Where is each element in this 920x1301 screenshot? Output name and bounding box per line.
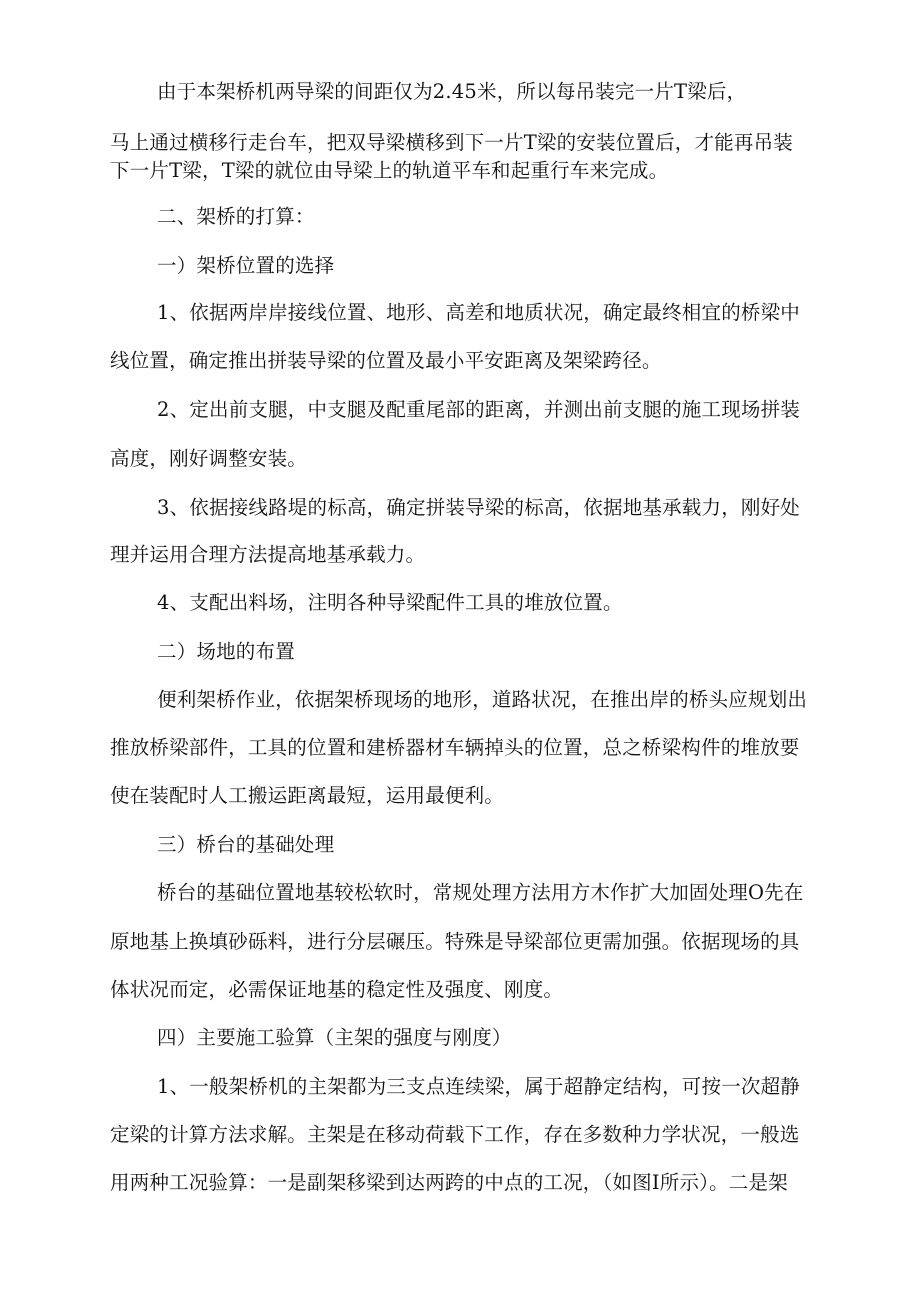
text-line: 用两种工况验算：一是副架移梁到达两跨的中点的工况，（如图I所示）。二是架 bbox=[110, 1171, 788, 1194]
subsection-heading: 三）桥台的基础处理 bbox=[157, 833, 335, 856]
text-line: 桥台的基础位置地基较松软时，常规处理方法用方木作扩大加固处理O先在 bbox=[157, 881, 804, 904]
text-line: 定梁的计算方法求解。主架是在移动荷载下工作，存在多数种力学状况，一般选 bbox=[110, 1123, 800, 1146]
text-line: 原地基上换填砂砾料，进行分层碾压。特殊是导梁部位更需加强。依据现场的具 bbox=[110, 930, 800, 953]
section-heading: 二、架桥的打算： bbox=[157, 205, 315, 228]
subsection-heading: 四）主要施工验算（主架的强度与刚度） bbox=[157, 1026, 512, 1049]
text-line: 下一片T梁，T梁的就位由导梁上的轨道平车和起重行车来完成。 bbox=[110, 159, 669, 182]
text-line: 使在装配时人工搬运距离最短，运用最便利。 bbox=[110, 784, 505, 807]
text-line: 1、依据两岸岸接线位置、地形、高差和地质状况，确定最终相宜的桥梁中 bbox=[157, 301, 801, 324]
subsection-heading: 一）架桥位置的选择 bbox=[157, 254, 335, 277]
text-line: 马上通过横移行走台车，把双导梁横移到下一片T梁的安装位置后，才能再吊装 bbox=[110, 131, 794, 154]
text-line: 1、一般架桥机的主架都为三支点连续梁，属于超静定结构，可按一次超静 bbox=[157, 1075, 801, 1098]
text-line: 4、支配出料场，注明各种导梁配件工具的堆放位置。 bbox=[157, 591, 623, 614]
text-line: 3、依据接线路堤的标高，确定拼装导梁的标高，依据地基承载力，刚好处 bbox=[157, 496, 801, 519]
text-line: 便利架桥作业，依据架桥现场的地形，道路状况，在推出岸的桥头应规划出 bbox=[157, 688, 808, 711]
text-line: 高度，刚好调整安装。 bbox=[110, 447, 308, 470]
text-line: 体状况而定，必需保证地基的稳定性及强度、刚度。 bbox=[110, 978, 564, 1001]
text-line: 理并运用合理方法提高地基承载力。 bbox=[110, 543, 426, 566]
text-line: 线位置，确定推出拼装导梁的位置及最小平安距离及架梁跨径。 bbox=[110, 349, 662, 372]
text-line: 2、定出前支腿，中支腿及配重尾部的距离，并测出前支腿的施工现场拼装 bbox=[157, 398, 801, 421]
subsection-heading: 二）场地的布置 bbox=[157, 640, 295, 663]
text-line: 由于本架桥机两导梁的间距仅为2.45米，所以每吊装完一片T梁后， bbox=[157, 80, 747, 103]
text-line: 推放桥梁部件，工具的位置和建桥器材车辆掉头的位置，总之桥梁构件的堆放要 bbox=[110, 736, 800, 759]
